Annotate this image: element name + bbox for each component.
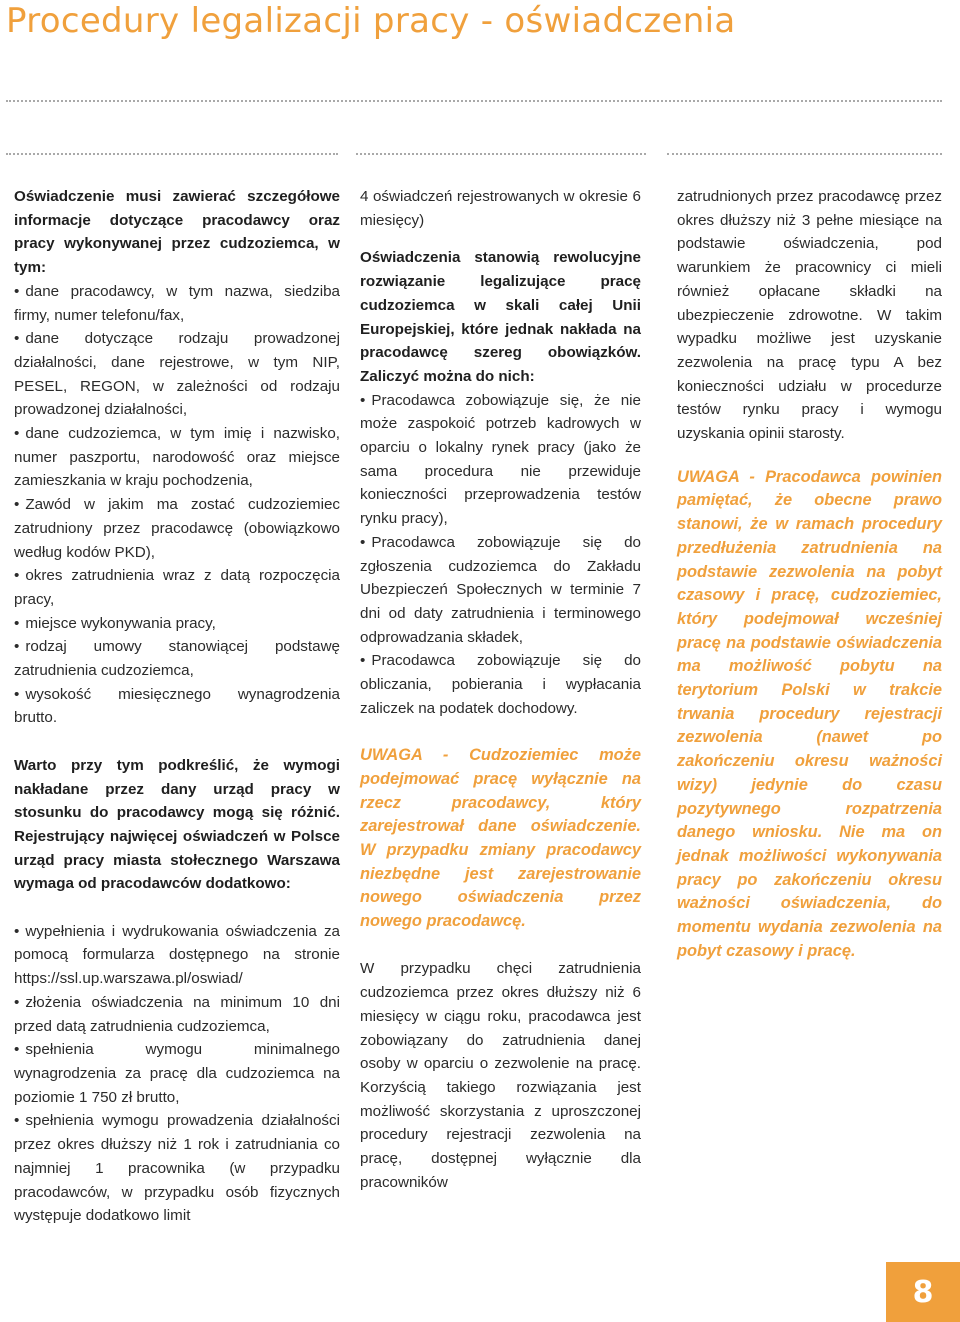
list-item: • okres zatrudnienia wraz z datą rozpoczęcia pracy, (14, 564, 340, 611)
page-number-badge: 8 (886, 1262, 960, 1322)
list-item: • miejsce wykonywania pracy, (14, 612, 340, 636)
col3-warning: UWAGA - Pracodawca powinien pamiętać, że obecne prawo stanowi, że w ramach procedury przedłużenia zatrudnienia na podstawie zezwolenia na pobyt czasowy i pracę, cudzoziemiec, który podejmował wcześniej pracę na podstawie oświadczenia ma możliwość pobytu na terytorium Polski w trakcie trwania procedury rejestracji zezwolenia (nawet po zakończeniu okresu ważności wizy) jedynie do czasu pozytywnego rozpatrzenia danego wniosku. Nie ma on jednak możliwości wykonywania pracy po zakończeniu okresu ważności oświadczenia, do momentu wydania zezwolenia na pobyt czasowy i pracę. (677, 467, 942, 960)
column-divider-1 (6, 153, 338, 155)
list-item: • dane pracodawcy, w tym nazwa, siedziba firmy, numer telefonu/fax, (14, 280, 340, 327)
col2-bold-paragraph: Oświadczenia stanowią rewolucyjne rozwiązanie legalizujące pracę cudzoziemca w skali całej Unii Europejskiej, które jednak nakłada na pracodawcę szereg obowiązków. Zaliczyć można do nich: (360, 249, 641, 385)
list-item: • Pracodawca zobowiązuje się do zgłoszenia cudzoziemca do Zakładu Ubezpieczeń Społecznych w terminie 7 dni od daty zatrudnienia i terminowego odprowadzania składek, (360, 531, 641, 650)
col1-intro: Oświadczenie musi zawierać szczegółowe informacje dotyczące pracodawcy oraz pracy wykonywanej przez cudzoziemca, w tym: (14, 188, 340, 277)
title-divider (6, 100, 942, 102)
list-item: • spełnienia wymogu minimalnego wynagrodzenia za pracę dla cudzoziemca na poziomie 1 750 zł brutto, (14, 1038, 340, 1109)
column-divider-2 (356, 153, 646, 155)
col2-paragraph: 4 oświadczeń rejestrowanych w okresie 6 miesięcy) (360, 188, 641, 229)
column-3 (677, 185, 942, 964)
list-item: • rodzaj umowy stanowiącej podstawę zatrudnienia cudzoziemca, (14, 635, 340, 682)
column-2 (360, 185, 641, 1195)
list-item: • dane cudzoziemca, w tym imię i nazwisko, numer paszportu, narodowość oraz miejsce zamieszkania w kraju pochodzenia, (14, 422, 340, 493)
list-item: • Pracodawca zobowiązuje się do obliczania, pobierania i wypłacania zaliczek na podatek dochodowy. (360, 649, 641, 720)
list-item: • złożenia oświadczenia na minimum 10 dni przed datą zatrudnienia cudzoziemca, (14, 991, 340, 1038)
list-item: • wysokość miesięcznego wynagrodzenia brutto. (14, 683, 340, 730)
col3-paragraph: zatrudnionych przez pracodawcę przez okres dłuższy niż 3 pełne miesiące na podstawie oświadczenia, pod warunkiem że pracownicy ci mieli również opłacane składki na ubezpieczenie zdrowotne. W takim wypadku możliwe jest uzyskanie zezwolenia na pracę typu A bez konieczności udziału w procedurze testów rynku pracy i wymogu uzyskania opinii starosty. (677, 188, 942, 443)
list-item: • Pracodawca zobowiązuje się, że nie może zaspokoić potrzeb kadrowych w oparciu o lokalny rynek pracy (jako że sama procedura nie przewiduje konieczności przeprowadzenia testów rynku pracy), (360, 389, 641, 531)
col2-warning: UWAGA - Cudzoziemiec może podejmować pracę wyłącznie na rzecz pracodawcy, który zarejestrował dane oświadczenie. W przypadku zmiany pracodawcy niezbędne jest zarejestrowanie nowego oświadczenia przez nowego pracodawcę. (360, 746, 641, 931)
column-divider-3 (667, 153, 942, 155)
list-item: • dane dotyczące rodzaju prowadzonej działalności, dane rejestrowe, w tym NIP, PESEL, REGON, w zależności od rodzaju prowadzonej działalności, (14, 327, 340, 422)
col1-bold-paragraph: Warto przy tym podkreślić, że wymogi nakładane przez dany urząd pracy w stosunku do pracodawcy mogą się różnić. Rejestrujący najwięcej oświadczeń w Polsce urząd pracy miasta stołecznego Warszawa wymaga od pracodawców dodatkowo: (14, 756, 340, 893)
list-item: • Zawód w jakim ma zostać cudzoziemiec zatrudniony przez pracodawcę (obowiązkowo według kodów PKD), (14, 493, 340, 564)
page-title: Procedury legalizacji pracy - oświadczenia (6, 1, 736, 41)
column-1 (14, 185, 340, 1228)
list-item: • spełnienia wymogu prowadzenia działalności przez okres dłuższy niż 1 rok i zatrudniania co najmniej 1 pracownika (w przypadku pracodawców, w przypadku osób fizycznych występuje dodatkowo limit (14, 1109, 340, 1228)
list-item: • wypełnienia i wydrukowania oświadczenia za pomocą formularza dostępnego na stronie https://ssl.up.warszawa.pl/oswiad/ (14, 920, 340, 991)
col2-paragraph: W przypadku chęci zatrudnienia cudzoziemca przez okres dłuższy niż 6 miesięcy w ciągu roku, pracodawca jest zobowiązany do zatrudnienia danej osoby w oparciu o zezwolenie na pracę. Korzyścią takiego rozwiązania jest możliwość skorzystania z uproszczonej procedury rejestracji zezwolenia na pracę, dostępnej wyłącznie dla pracowników (360, 960, 641, 1191)
